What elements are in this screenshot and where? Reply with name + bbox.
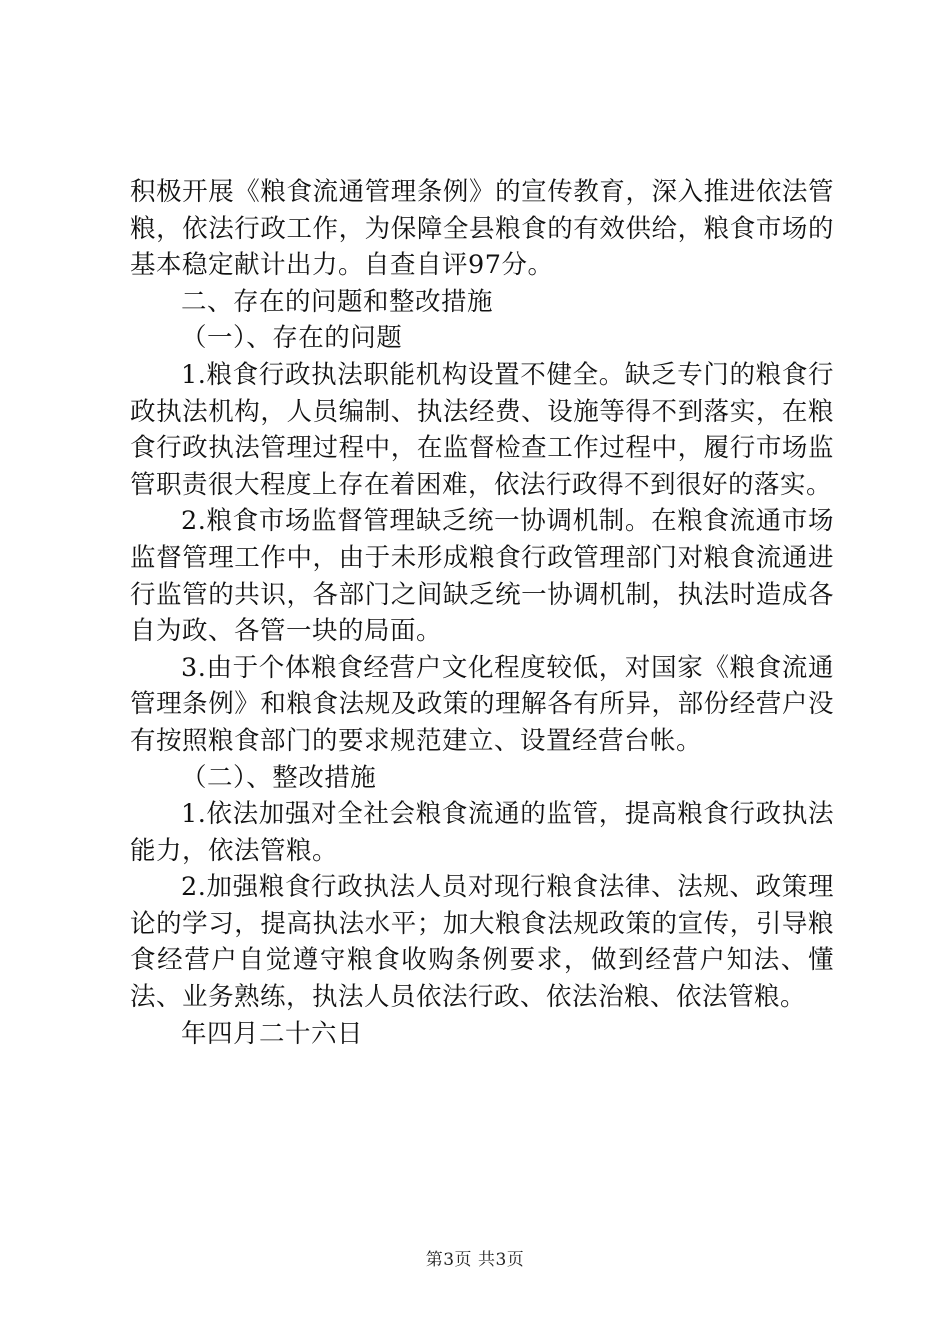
paragraph-intro-continuation: 积极开展《粮食流通管理条例》的宣传教育，深入推进依法管粮，依法行政工作，为保障全县粮食的有效供给，粮食市场的基本稳定献计出力。自查自评97分。 bbox=[130, 177, 834, 281]
measure-item-2: 2.加强粮食行政执法人员对现行粮食法律、法规、政策理论的学习，提高执法水平；加大粮食法规政策的宣传，引导粮食经营户自觉遵守粮食收购条例要求，做到经营户知法、懂法、业务熟练，执法人员依法行政、依法治粮、依法管粮。 bbox=[130, 872, 834, 1013]
section-heading-problems-and-measures: 二、存在的问题和整改措施 bbox=[181, 286, 494, 317]
document-date: 年四月二十六日 bbox=[181, 1018, 364, 1049]
subsection-heading-existing-problems: （一）、存在的问题 bbox=[181, 323, 403, 354]
problem-item-3: 3.由于个体粮食经营户文化程度较低，对国家《粮食流通管理条例》和粮食法规及政策的理解各有所异，部份经营户没有按照粮食部门的要求规范建立、设置经营台帐。 bbox=[130, 652, 834, 756]
subsection-heading-rectification-measures: （二）、整改措施 bbox=[181, 762, 377, 793]
measure-item-1: 1.依法加强对全社会粮食流通的监管，提高粮食行政执法能力，依法管粮。 bbox=[130, 799, 834, 866]
problem-item-2: 2.粮食市场监督管理缺乏统一协调机制。在粮食流通市场监督管理工作中，由于未形成粮食行政管理部门对粮食流通进行监管的共识，各部门之间缺乏统一协调机制，执法时造成各自为政、各管一块的局面。 bbox=[130, 506, 834, 647]
problem-item-1: 1.粮食行政执法职能机构设置不健全。缺乏专门的粮食行政执法机构，人员编制、执法经费、设施等得不到落实，在粮食行政执法管理过程中，在监督检查工作过程中，履行市场监管职责很大程度上存在着困难，依法行政得不到很好的落实。 bbox=[130, 359, 834, 500]
page-number-label: 第3页 共3页 bbox=[425, 1250, 525, 1270]
page-footer bbox=[0, 1245, 950, 1270]
document-body bbox=[130, 174, 834, 1052]
